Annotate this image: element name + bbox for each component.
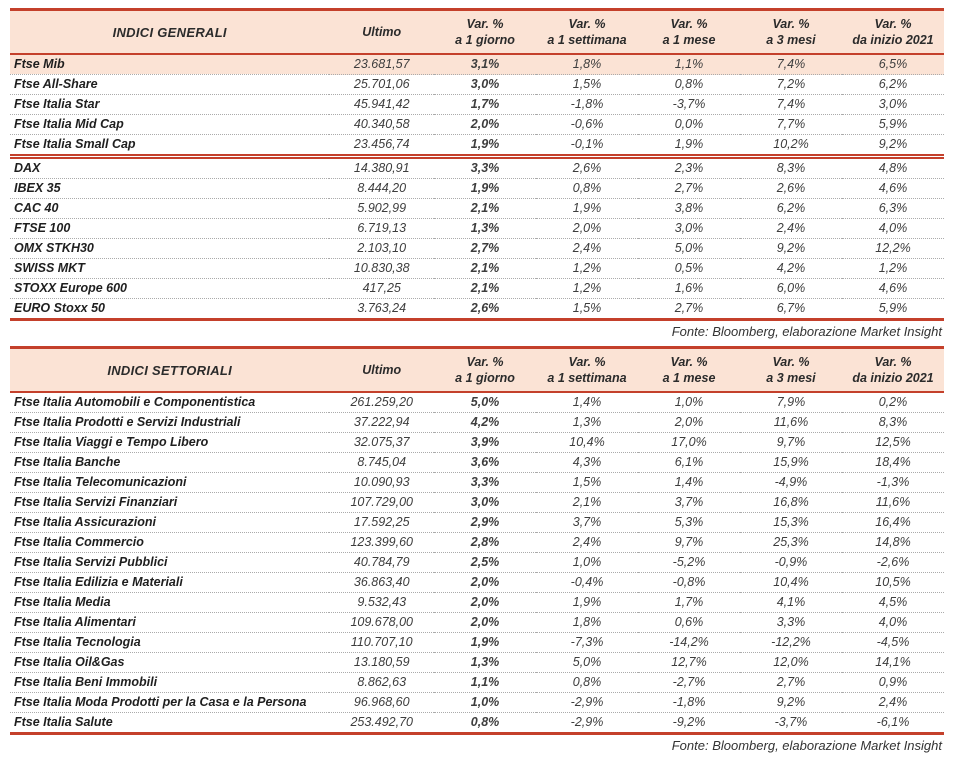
index-name: Ftse Italia Prodotti e Servizi Industriali [10,413,329,433]
col-header-var-1-giorno [434,348,536,393]
var-label: Var. % [466,355,504,369]
index-name: Ftse Italia Alimentari [10,613,329,633]
ultimo-value: 5.902,99 [329,199,434,219]
var-label: Var. % [670,17,708,31]
index-row [10,219,944,239]
var-3-mesi-value: 10,4% [740,573,842,593]
var-3-mesi-value: 6,2% [740,199,842,219]
var-1-mese-value: 12,7% [638,653,740,673]
var-label: Var. % [670,355,708,369]
ultimo-value: 36.863,40 [329,573,434,593]
var-3-mesi-value: 7,9% [740,392,842,413]
index-name: SWISS MKT [10,259,329,279]
index-name: Ftse Italia Star [10,95,329,115]
index-name: Ftse Italia Telecomunicazioni [10,473,329,493]
var-1-giorno-value: 0,8% [470,715,500,729]
var-1-giorno-value: 1,1% [434,673,536,693]
index-name: Ftse Italia Media [10,593,329,613]
var-1-giorno-value: 3,1% [434,54,536,75]
var-3-mesi-value: 11,6% [740,413,842,433]
ultimo-value: 40.784,79 [329,553,434,573]
index-row [10,75,944,95]
index-name: FTSE 100 [10,219,329,239]
index-row [10,179,944,199]
ultimo-value: 23.456,74 [329,135,434,157]
var-1-settimana-value: -7,3% [536,633,638,653]
var-1-giorno-value: 3,3% [434,157,536,179]
var-inizio-2021-value: 0,2% [842,392,944,413]
var-inizio-2021-value: 11,6% [842,493,944,513]
var-1-giorno-value: 2,0% [434,573,536,593]
ultimo-value: 45.941,42 [329,95,434,115]
var-1-mese-value: 6,1% [638,453,740,473]
var-inizio-2021-value: 4,5% [842,593,944,613]
col-header-var-inizio-2021 [842,10,944,55]
period-label: da inizio 2021 [852,371,934,385]
var-inizio-2021-value: 0,9% [842,673,944,693]
col-header-var-inizio-2021 [842,348,944,393]
index-name: Ftse Italia Moda Prodotti per la Casa e la Persona [10,693,329,713]
var-1-settimana-value: 1,9% [536,199,638,219]
ultimo-value: 40.340,58 [329,115,434,135]
var-3-mesi-value: 2,4% [740,219,842,239]
var-3-mesi-value: 7,4% [740,95,842,115]
var-1-settimana-value: 1,9% [536,593,638,613]
index-row [10,279,944,299]
var-1-mese-value: 17,0% [638,433,740,453]
var-3-mesi-value: 7,4% [740,54,842,75]
index-row [10,259,944,279]
var-1-mese-value: 0,6% [638,613,740,633]
index-row [10,713,944,734]
index-name: Ftse Italia Assicurazioni [10,513,329,533]
index-row [10,392,944,413]
var-3-mesi-value: 6,7% [776,301,806,315]
var-1-mese-value: -2,7% [638,673,740,693]
var-label: Var. % [874,17,912,31]
var-1-mese-value: -0,8% [638,573,740,593]
period-label: da inizio 2021 [852,33,934,47]
index-name: Ftse Italia Automobili e Componentistica [10,392,329,413]
var-inizio-2021-value: 18,4% [842,453,944,473]
ultimo-value: 417,25 [329,279,434,299]
var-1-giorno-value: 5,0% [434,392,536,413]
var-3-mesi-value: 15,9% [740,453,842,473]
var-1-giorno-value: 2,1% [434,259,536,279]
var-label: Var. % [874,355,912,369]
var-1-giorno-value: 3,0% [434,493,536,513]
index-row [10,115,944,135]
var-inizio-2021-value: 5,9% [842,115,944,135]
indici-settoriali-section [10,346,944,758]
var-inizio-2021-value: 14,1% [842,653,944,673]
index-row [10,299,944,320]
index-row [10,613,944,633]
source-note: Fonte: Bloomberg, elaborazione Market Insight [671,324,942,339]
period-label: a 1 mese [662,371,716,385]
var-1-settimana-value: 0,8% [536,673,638,693]
index-row [10,54,944,75]
var-1-mese-value: -3,7% [638,95,740,115]
var-inizio-2021-value: 4,0% [842,219,944,239]
var-3-mesi-value: 4,2% [740,259,842,279]
var-label: Var. % [772,355,810,369]
indici-generali-table [10,8,944,321]
var-1-settimana-value: 1,5% [572,301,602,315]
var-1-settimana-value: 1,5% [536,473,638,493]
header-row [10,348,944,393]
var-3-mesi-value: 2,7% [740,673,842,693]
var-1-settimana-value: -0,6% [536,115,638,135]
ultimo-value: 107.729,00 [329,493,434,513]
var-inizio-2021-value: 6,5% [842,54,944,75]
var-1-mese-value: 1,9% [638,135,740,157]
col-header-ultimo: Ultimo [329,348,434,393]
var-3-mesi-value: 12,0% [740,653,842,673]
ultimo-value: 32.075,37 [329,433,434,453]
var-inizio-2021-value: -1,3% [842,473,944,493]
var-1-settimana-value: 1,8% [536,613,638,633]
index-name: EURO Stoxx 50 [14,301,106,315]
var-1-giorno-value: 1,3% [434,653,536,673]
var-1-settimana-value: 1,5% [536,75,638,95]
var-1-mese-value: -14,2% [638,633,740,653]
var-inizio-2021-value: 12,2% [842,239,944,259]
var-1-settimana-value: -0,1% [536,135,638,157]
ultimo-value: 3.763,24 [357,301,407,315]
ultimo-value: 109.678,00 [329,613,434,633]
ultimo-value: 8.444,20 [329,179,434,199]
var-1-mese-value: -1,8% [638,693,740,713]
var-inizio-2021-value: 4,6% [842,279,944,299]
ultimo-value: 261.259,20 [329,392,434,413]
var-3-mesi-value: 10,2% [740,135,842,157]
var-1-settimana-value: 1,2% [536,259,638,279]
var-inizio-2021-value: 4,8% [842,157,944,179]
var-1-mese-value: 2,3% [638,157,740,179]
period-label: a 1 mese [662,33,716,47]
index-row [10,95,944,115]
var-1-giorno-value: 2,5% [434,553,536,573]
index-row [10,413,944,433]
var-1-giorno-value: 2,8% [434,533,536,553]
ultimo-value: 9.532,43 [329,593,434,613]
var-1-settimana-value: 2,1% [536,493,638,513]
var-1-giorno-value: 2,9% [434,513,536,533]
index-name: Ftse All-Share [10,75,329,95]
var-3-mesi-value: -3,7% [774,715,808,729]
index-row [10,633,944,653]
var-1-giorno-value: 1,9% [434,179,536,199]
period-label: a 3 mesi [766,371,816,385]
ultimo-value: 17.592,25 [329,513,434,533]
var-3-mesi-value: 9,2% [740,239,842,259]
index-name: Ftse Italia Salute [14,715,113,729]
var-1-mese-value: 5,3% [638,513,740,533]
var-1-giorno-value: 2,7% [434,239,536,259]
var-1-mese-value: 1,1% [638,54,740,75]
var-3-mesi-value: 2,6% [740,179,842,199]
var-1-settimana-value: 1,3% [536,413,638,433]
col-header-ultimo: Ultimo [329,10,434,55]
var-3-mesi-value: 7,2% [740,75,842,95]
col-header-var-1-giorno [434,10,536,55]
ultimo-value: 25.701,06 [329,75,434,95]
index-name: Ftse Italia Servizi Finanziari [10,493,329,513]
var-1-giorno-value: 3,9% [434,433,536,453]
var-1-mese-value: 2,7% [638,179,740,199]
col-header-var-3-mesi [740,10,842,55]
index-name: Ftse Italia Mid Cap [10,115,329,135]
var-3-mesi-value: -4,9% [740,473,842,493]
var-1-giorno-value: 2,0% [434,593,536,613]
var-1-settimana-value: -1,8% [536,95,638,115]
var-1-mese-value: 2,0% [638,413,740,433]
var-1-mese-value: 1,4% [638,473,740,493]
index-row [10,593,944,613]
var-1-giorno-value: 2,6% [470,301,500,315]
var-1-settimana-value: 1,8% [536,54,638,75]
var-inizio-2021-value: 10,5% [842,573,944,593]
var-1-settimana-value: 1,2% [536,279,638,299]
var-inizio-2021-value: 8,3% [842,413,944,433]
var-1-settimana-value: -2,9% [536,693,638,713]
var-3-mesi-value: 15,3% [740,513,842,533]
table-title: INDICI GENERALI [10,10,329,55]
var-1-giorno-value: 1,7% [434,95,536,115]
var-1-giorno-value: 2,0% [434,115,536,135]
var-1-mese-value: 0,8% [638,75,740,95]
ultimo-value: 123.399,60 [329,533,434,553]
ultimo-value: 14.380,91 [329,157,434,179]
var-1-settimana-value: 3,7% [536,513,638,533]
var-1-settimana-value: 2,4% [536,533,638,553]
var-1-settimana-value: 10,4% [536,433,638,453]
period-label: a 1 settimana [547,371,627,385]
ultimo-value: 96.968,60 [329,693,434,713]
col-header-var-1-mese [638,348,740,393]
var-1-mese-value: 2,7% [674,301,704,315]
var-label: Var. % [568,355,606,369]
index-name: IBEX 35 [10,179,329,199]
index-name: Ftse Italia Edilizia e Materiali [10,573,329,593]
var-label: Var. % [466,17,504,31]
var-3-mesi-value: 25,3% [740,533,842,553]
var-3-mesi-value: 9,7% [740,433,842,453]
index-row [10,453,944,473]
index-row [10,473,944,493]
var-1-giorno-value: 2,1% [434,279,536,299]
index-row [10,433,944,453]
var-1-giorno-value: 2,0% [434,613,536,633]
index-name: DAX [10,157,329,179]
index-row [10,573,944,593]
var-3-mesi-value: 16,8% [740,493,842,513]
index-row [10,157,944,179]
var-3-mesi-value: 4,1% [740,593,842,613]
ultimo-value: 37.222,94 [329,413,434,433]
var-inizio-2021-value: 14,8% [842,533,944,553]
index-row [10,673,944,693]
var-1-mese-value: 5,0% [638,239,740,259]
ultimo-value: 10.830,38 [329,259,434,279]
index-row [10,199,944,219]
ultimo-value: 8.862,63 [329,673,434,693]
var-1-mese-value: 1,7% [638,593,740,613]
var-1-giorno-value: 3,6% [434,453,536,473]
var-label: Var. % [772,17,810,31]
var-1-settimana-value: 1,0% [536,553,638,573]
var-inizio-2021-value: -6,1% [876,715,910,729]
var-inizio-2021-value: 3,0% [842,95,944,115]
var-1-mese-value: 1,0% [638,392,740,413]
var-1-giorno-value: 1,3% [434,219,536,239]
var-1-settimana-value: -2,9% [570,715,604,729]
var-1-mese-value: 1,6% [638,279,740,299]
var-1-mese-value: 3,8% [638,199,740,219]
var-inizio-2021-value: 6,2% [842,75,944,95]
period-label: a 1 giorno [455,33,515,47]
ultimo-value: 13.180,59 [329,653,434,673]
col-header-var-1-settimana [536,348,638,393]
var-1-mese-value: 9,7% [638,533,740,553]
var-1-giorno-value: 2,1% [434,199,536,219]
period-label: a 1 settimana [547,33,627,47]
var-1-mese-value: 0,5% [638,259,740,279]
var-1-mese-value: 3,7% [638,493,740,513]
var-3-mesi-value: 9,2% [740,693,842,713]
ultimo-value: 10.090,93 [329,473,434,493]
var-1-settimana-value: 1,4% [536,392,638,413]
indici-settoriali-table [10,346,944,735]
var-1-mese-value: 0,0% [638,115,740,135]
index-row [10,239,944,259]
index-name: Ftse Italia Oil&Gas [10,653,329,673]
var-inizio-2021-value: 2,4% [842,693,944,713]
index-name: CAC 40 [10,199,329,219]
index-name: Ftse Mib [10,54,329,75]
index-name: Ftse Italia Banche [10,453,329,473]
var-1-settimana-value: 0,8% [536,179,638,199]
ultimo-value: 6.719,13 [329,219,434,239]
index-name: STOXX Europe 600 [10,279,329,299]
index-name: Ftse Italia Tecnologia [10,633,329,653]
var-1-giorno-value: 1,0% [434,693,536,713]
var-3-mesi-value: 7,7% [740,115,842,135]
var-1-settimana-value: 2,4% [536,239,638,259]
col-header-var-3-mesi [740,348,842,393]
var-1-settimana-value: 5,0% [536,653,638,673]
var-1-settimana-value: -0,4% [536,573,638,593]
index-row [10,653,944,673]
ultimo-value: 253.492,70 [350,715,414,729]
indici-generali-body [10,54,944,320]
var-3-mesi-value: 3,3% [740,613,842,633]
ultimo-value: 8.745,04 [329,453,434,473]
var-inizio-2021-value: 16,4% [842,513,944,533]
header-row [10,10,944,55]
index-name: Ftse Italia Small Cap [10,135,329,157]
var-inizio-2021-value: -4,5% [842,633,944,653]
index-row [10,553,944,573]
var-1-giorno-value: 1,9% [434,633,536,653]
index-row [10,513,944,533]
index-name: Ftse Italia Commercio [10,533,329,553]
period-label: a 1 giorno [455,371,515,385]
index-name: OMX STKH30 [10,239,329,259]
index-name: Ftse Italia Beni Immobili [10,673,329,693]
index-name: Ftse Italia Viaggi e Tempo Libero [10,433,329,453]
var-label: Var. % [568,17,606,31]
index-row [10,493,944,513]
ultimo-value: 2.103,10 [329,239,434,259]
col-header-var-1-mese [638,10,740,55]
table-title: INDICI SETTORIALI [10,348,329,393]
index-row [10,693,944,713]
ultimo-value: 23.681,57 [329,54,434,75]
var-inizio-2021-value: 6,3% [842,199,944,219]
var-3-mesi-value: -0,9% [740,553,842,573]
var-1-giorno-value: 1,9% [434,135,536,157]
var-1-settimana-value: 2,0% [536,219,638,239]
var-1-settimana-value: 4,3% [536,453,638,473]
var-inizio-2021-value: 5,9% [878,301,908,315]
period-label: a 3 mesi [766,33,816,47]
var-1-giorno-value: 3,0% [434,75,536,95]
index-row [10,533,944,553]
indici-settoriali-body [10,392,944,734]
var-inizio-2021-value: -2,6% [842,553,944,573]
index-row [10,135,944,157]
var-1-mese-value: -9,2% [672,715,706,729]
var-1-giorno-value: 4,2% [434,413,536,433]
var-1-mese-value: 3,0% [638,219,740,239]
var-1-settimana-value: 2,6% [536,157,638,179]
var-inizio-2021-value: 9,2% [842,135,944,157]
var-inizio-2021-value: 4,6% [842,179,944,199]
var-inizio-2021-value: 1,2% [842,259,944,279]
index-name: Ftse Italia Servizi Pubblici [10,553,329,573]
indici-generali-section [10,8,944,344]
ultimo-value: 110.707,10 [329,633,434,653]
source-note: Fonte: Bloomberg, elaborazione Market Insight [671,738,942,753]
var-inizio-2021-value: 12,5% [842,433,944,453]
var-3-mesi-value: -12,2% [740,633,842,653]
col-header-var-1-settimana [536,10,638,55]
var-1-mese-value: -5,2% [638,553,740,573]
var-3-mesi-value: 6,0% [740,279,842,299]
var-inizio-2021-value: 4,0% [842,613,944,633]
var-3-mesi-value: 8,3% [740,157,842,179]
var-1-giorno-value: 3,3% [434,473,536,493]
